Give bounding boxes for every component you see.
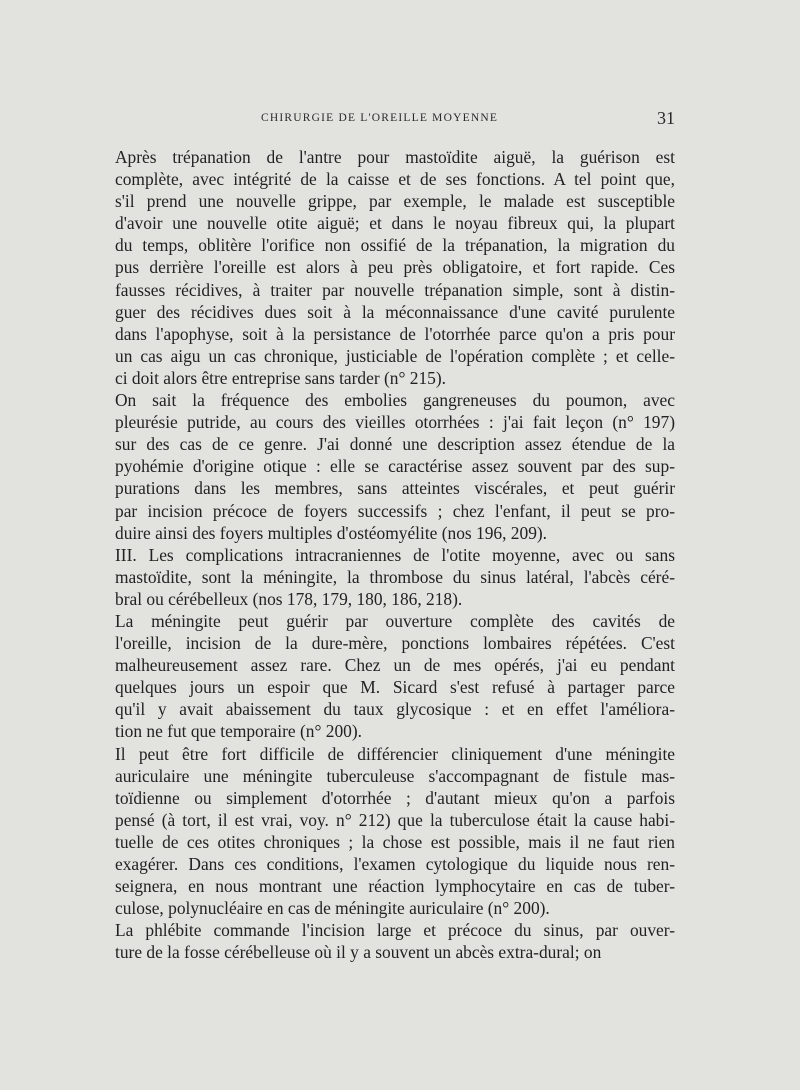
text-line: d'avoir une nouvelle otite aiguë; et dans le noyau fibreux qui, la plupart: [115, 213, 675, 234]
text-line: auriculaire une méningite tuberculeuse s'accompagnant de fistule mas-: [115, 765, 675, 786]
text-line: dans l'apophyse, soit à la persistance de l'otorrhée parce qu'on a pris pour: [115, 323, 675, 344]
text-line: culose, polynucléaire en cas de méningite auriculaire (n° 200).: [115, 898, 550, 919]
text-line: exagérer. Dans ces conditions, l'examen cytologique du liquide nous ren-: [115, 854, 675, 874]
text-line: purations dans les membres, sans atteintes viscérales, et peut guérir: [115, 478, 675, 499]
text-line: tion ne fut que temporaire (n° 200).: [115, 721, 362, 742]
text-line: toïdienne ou simplement d'otorrhée ; d'autant mieux qu'on a parfois: [115, 787, 675, 808]
text-line: qu'il y avait abaissement du taux glycosique : et en effet l'améliora-: [115, 699, 675, 720]
page-number: 31: [657, 108, 675, 128]
text-line: tuelle de ces otites chroniques ; la chose est possible, mais il ne faut rien: [115, 831, 675, 852]
paragraph: [115, 389, 675, 544]
text-line: guer des récidives dues soit à la méconnaissance d'une cavité purulente: [115, 301, 675, 322]
text-line: pyohémie d'origine otique : elle se caractérise assez souvent par des sup-: [115, 456, 675, 477]
text-line: sur des cas de ce genre. J'ai donné une description assez étendue de la: [115, 434, 675, 455]
paragraph: [115, 544, 675, 610]
text-line: mastoïdite, sont la méningite, la thrombose du sinus latéral, l'abcès céré-: [115, 566, 675, 587]
text-line: complète, avec intégrité de la caisse et de ses fonctions. A tel point que,: [115, 169, 675, 190]
text-line: du temps, oblitère l'orifice non ossifié de la trépanation, la migration du: [115, 235, 675, 256]
text-line: ture de la fosse cérébelleuse où il y a souvent un abcès extra-dural; on: [115, 942, 602, 963]
body-text: [115, 146, 675, 963]
text-line: l'oreille, incision de la dure-mère, ponctions lombaires répétées. C'est: [115, 633, 675, 654]
text-line: pensé (à tort, il est vrai, voy. n° 212) que la tuberculose était la cause habi-: [115, 809, 675, 830]
text-line: fausses récidives, à traiter par nouvelle trépanation simple, sont à distin-: [115, 279, 675, 300]
text-line: malheureusement assez rare. Chez un de mes opérés, j'ai eu pendant: [115, 655, 675, 676]
text-line: bral ou cérébelleux (nos 178, 179, 180, 186, 218).: [115, 588, 463, 609]
text-line: un cas aigu un cas chronique, justiciable de l'opération complète ; et celle-: [115, 345, 675, 366]
text-line: ci doit alors être entreprise sans tarder (n° 215).: [115, 367, 446, 388]
text-line: s'il prend une nouvelle grippe, par exemple, le malade est susceptible: [115, 191, 675, 212]
text-line: duire ainsi des foyers multiples d'ostéomyélite (nos 196, 209).: [115, 522, 548, 543]
paragraph: [115, 919, 675, 963]
text-line: par incision précoce de foyers successifs ; chez l'enfant, il peut se pro-: [115, 500, 675, 521]
text-line: III. Les complications intracraniennes de l'otite moyenne, avec ou sans: [115, 544, 675, 565]
paragraph: [115, 610, 675, 743]
paragraph: [115, 146, 675, 389]
text-line: Après trépanation de l'antre pour mastoïdite aiguë, la guérison est: [115, 147, 675, 167]
text-line: La phlébite commande l'incision large et précoce du sinus, par ouver-: [115, 920, 675, 941]
text-line: pleurésie putride, au cours des vieilles otorrhées : j'ai fait leçon (n° 197): [115, 412, 675, 433]
text-line: pus derrière l'oreille est alors à peu près obligatoire, et fort rapide. Ces: [115, 257, 675, 278]
paragraph: [115, 743, 675, 920]
text-line: seignera, en nous montrant une réaction lymphocytaire en cas de tuber-: [115, 876, 675, 897]
text-line: quelques jours un espoir que M. Sicard s'est refusé à partager parce: [115, 677, 675, 698]
page-header: [115, 110, 675, 132]
text-line: On sait la fréquence des embolies gangreneuses du poumon, avec: [115, 390, 675, 411]
text-line: Il peut être fort difficile de différencier cliniquement d'une méningite: [115, 743, 675, 764]
running-head: CHIRURGIE DE L'OREILLE MOYENNE: [261, 112, 499, 124]
text-line: La méningite peut guérir par ouverture complète des cavités de: [115, 610, 675, 631]
